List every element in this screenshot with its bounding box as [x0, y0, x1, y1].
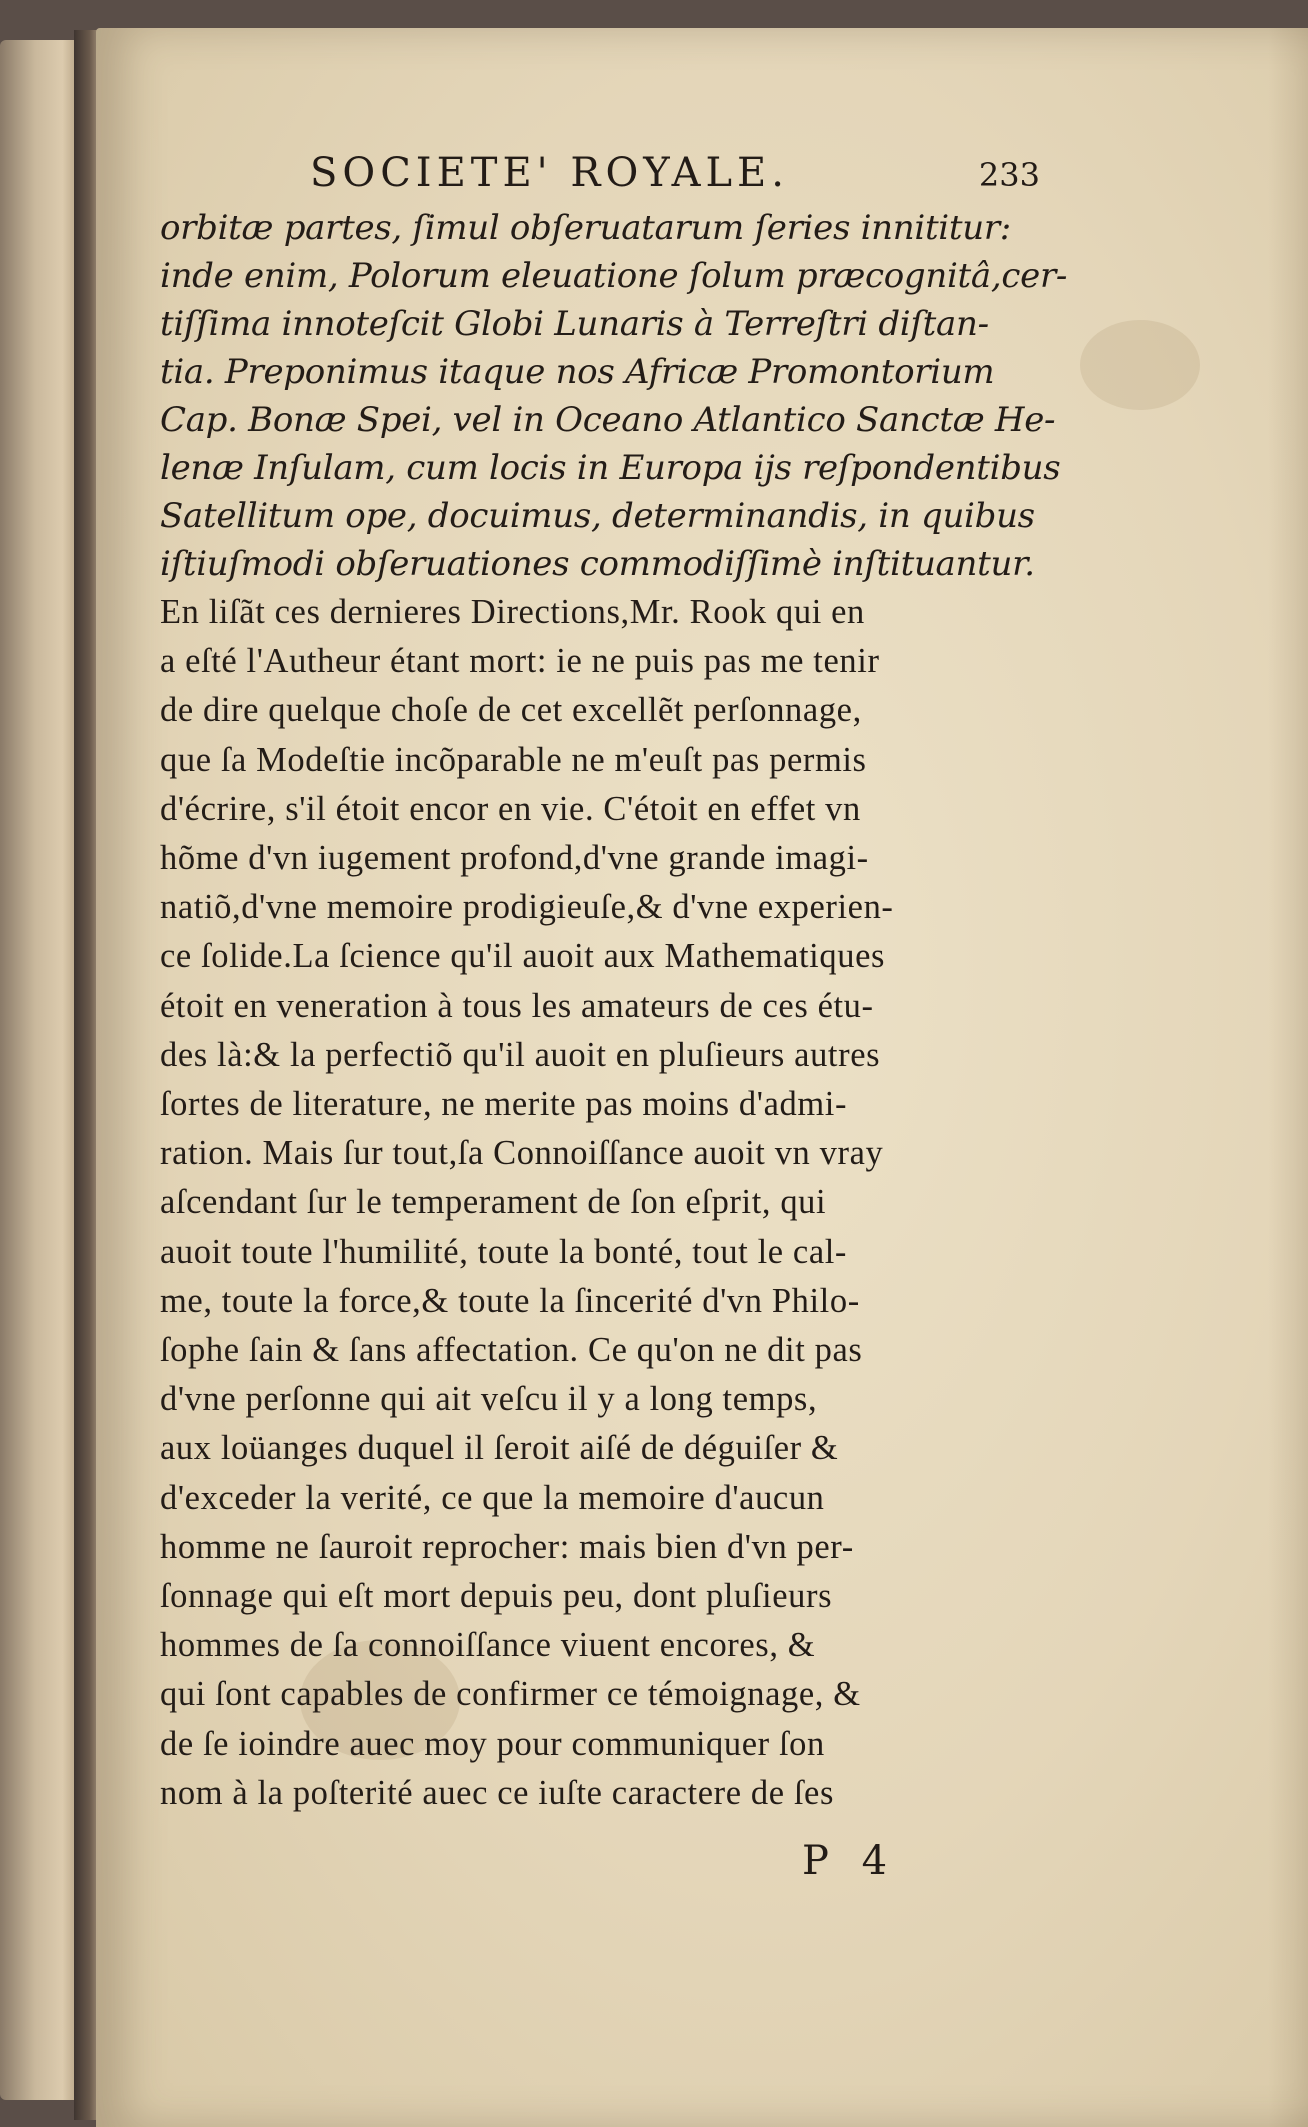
running-title: SOCIETE' ROYALE.: [310, 150, 789, 196]
text-line: tiſſima innoteſcit Globi Lunaris à Terreſtri diſtan-: [160, 304, 989, 344]
text-line: ration. Mais ſur tout,ſa Connoiſſance auoit vn vray: [160, 1134, 884, 1173]
text-line: En liſãt ces dernieres Directions,Mr. Rook qui en: [160, 593, 865, 631]
text-line: inde enim, Polorum eleuatione ſolum præcognitâ,cer-: [160, 256, 1068, 296]
running-header: [160, 150, 1040, 204]
text-line: d'écrire, s'il étoit encor en vie. C'étoit en effet vn: [160, 789, 861, 828]
text-line: Satellitum ope, docuimus, determinandis, in quibus: [160, 496, 1035, 536]
text-line: natiõ,d'vne memoire prodigieuſe,& d'vne experien-: [160, 888, 894, 927]
text-line: que ſa Modeſtie incõparable ne m'euſt pas permis: [160, 740, 867, 779]
text-line: de ſe ioindre auec moy pour communiquer ſon: [160, 1724, 825, 1763]
text-line: me, toute la force,& toute la ſincerité d'vn Philo-: [160, 1281, 860, 1320]
text-line: ſonnage qui eſt mort depuis peu, dont pluſieurs: [160, 1577, 833, 1616]
text-line: aux loüanges duquel il ſeroit aiſé de déguiſer &: [160, 1429, 839, 1468]
text-line: qui ſont capables de confirmer ce témoignage, &: [160, 1675, 861, 1714]
text-line: lenæ Inſulam, cum locis in Europa ijs reſpondentibus: [160, 448, 1061, 488]
text-line: orbitæ partes, ſimul obſeruatarum ſeries innititur:: [160, 208, 1011, 248]
text-line: ce ſolide.La ſcience qu'il auoit aux Mathematiques: [160, 937, 886, 976]
text-line: de dire quelque choſe de cet excellẽt perſonnage,: [160, 691, 862, 730]
text-line: ſortes de literature, ne merite pas moins d'admi-: [160, 1085, 848, 1124]
text-line: hommes de ſa connoiſſance viuent encores, &: [160, 1626, 816, 1665]
latin-passage: [160, 204, 1068, 588]
page-edge-shadow: [1268, 28, 1308, 2127]
text-line: nom à la poſterité auec ce iuſte caractere de ſes: [160, 1773, 834, 1812]
text-line: hõme d'vn iugement profond,d'vne grande imagi-: [160, 839, 869, 878]
text-line: étoit en veneration à tous les amateurs de ces étu-: [160, 986, 874, 1025]
signature-mark: P 4: [802, 1838, 898, 1884]
paper-stain: [1080, 320, 1200, 410]
french-passage: [160, 588, 1040, 1818]
text-line: ſophe ſain & ſans affectation. Ce qu'on ne dit pas: [160, 1331, 863, 1370]
text-line: d'exceder la verité, ce que la memoire d'aucun: [160, 1478, 825, 1517]
text-line: auoit toute l'humilité, toute la bonté, tout le cal-: [160, 1232, 848, 1271]
text-line: aſcendant ſur le temperament de ſon eſprit, qui: [160, 1183, 827, 1222]
page-text: [160, 150, 1068, 1818]
text-line: a eſté l'Autheur étant mort: ie ne puis pas me tenir: [160, 642, 880, 681]
text-line: d'vne perſonne qui ait veſcu il y a long temps,: [160, 1380, 818, 1419]
text-line: iſtiuſmodi obſeruationes commodiſſimè inſtituantur.: [160, 544, 1035, 584]
left-page-edge: [0, 40, 78, 2100]
page-number: 233: [978, 156, 1040, 194]
text-line: homme ne ſauroit reprocher: mais bien d'vn per-: [160, 1527, 854, 1566]
text-line: tia. Preponimus itaque nos Africæ Promontorium: [160, 352, 995, 392]
text-line: Cap. Bonæ Spei, vel in Oceano Atlantico Sanctæ He-: [160, 400, 1056, 440]
text-line: des là:& la perfectiõ qu'il auoit en pluſieurs autres: [160, 1035, 881, 1074]
